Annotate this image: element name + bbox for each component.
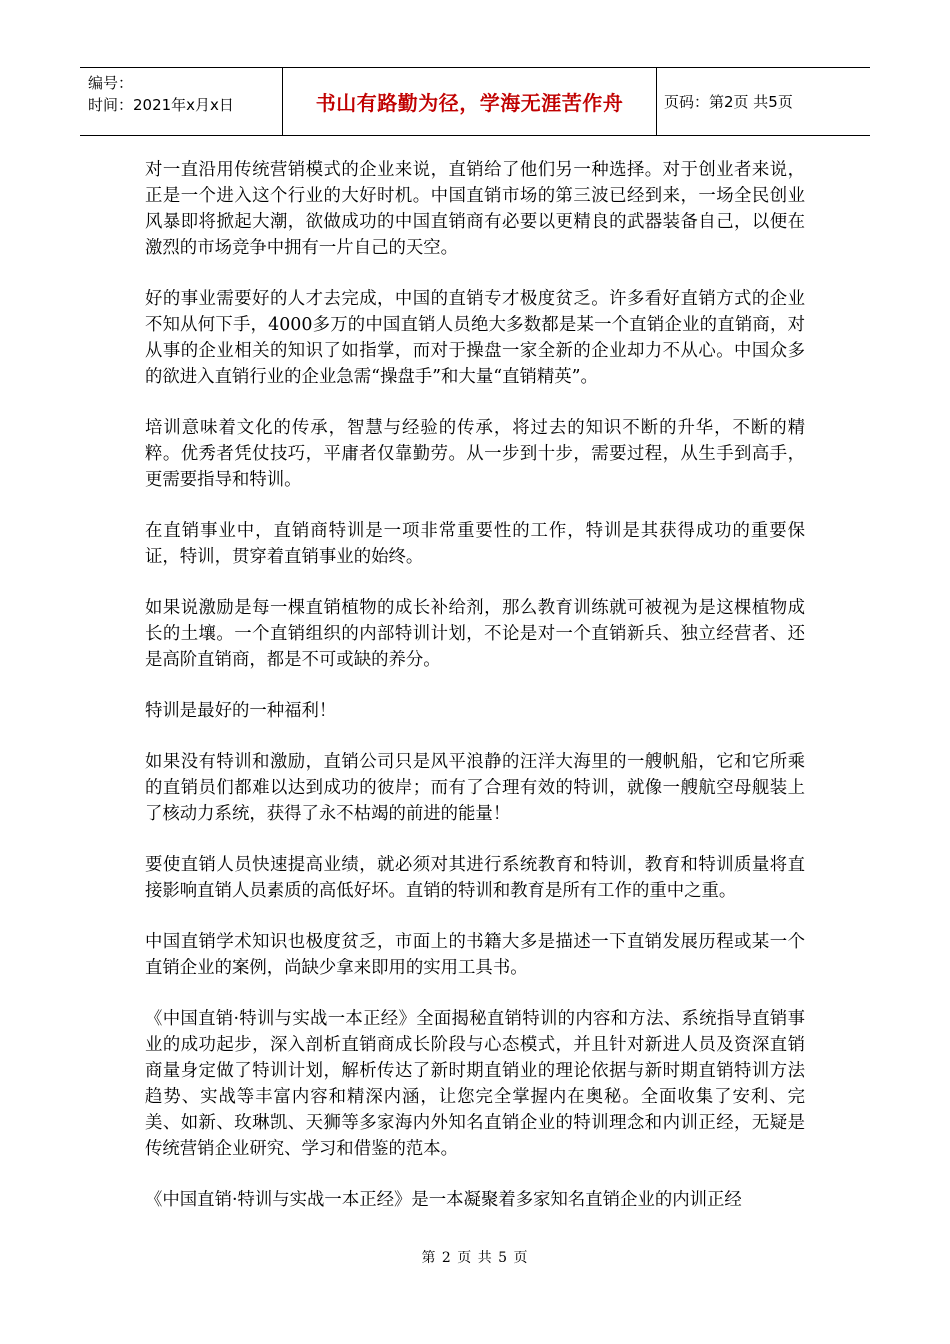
paragraph: 好的事业需要好的人才去完成，中国的直销专才极度贫乏。许多看好直销方式的企业不知从何下手，4000多万的中国直销人员绝大多数都是某一个直销企业的直销商，对从事的企业相关的知识了如指掌，而对于操盘一家全新的企业却力不从心。中国众多的欲进入直销行业的企业急需“操盘手”和大量“直销精英”。 [145,289,805,387]
document-body [145,157,805,1238]
paragraph: 要使直销人员快速提高业绩，就必须对其进行系统教育和特训，教育和特训质量将直接影响直销人员素质的高低好坏。直销的特训和教育是所有工作的重中之重。 [145,855,805,901]
paragraph: 特训是最好的一种福利！ [145,701,337,721]
paragraph: 对一直沿用传统营销模式的企业来说，直销给了他们另一种选择。对于创业者来说，正是一个进入这个行业的大好时机。中国直销市场的第三波已经到来，一场全民创业风暴即将掀起大潮，欲做成功的中国直销商有必要以更精良的武器装备自己，以便在激烈的市场竞争中拥有一片自己的天空。 [145,160,805,258]
paragraph: 培训意味着文化的传承，智慧与经验的传承，将过去的知识不断的升华，不断的精粹。优秀者凭仗技巧，平庸者仅靠勤劳。从一步到十步，需要过程，从生手到高手，更需要指导和特训。 [145,418,805,490]
paragraph: 《中国直销·特训与实战一本正经》全面揭秘直销特训的内容和方法、系统指导直销事业的成功起步，深入剖析直销商成长阶段与心态模式，并且针对新进人员及资深直销商量身定做了特训计划，解析传达了新时期直销业的理论依据与新时期直销特训方法趋势、实战等丰富内容和精深内涵，让您完全掌握内在奥秘。全面收集了安利、完美、如新、玫琳凯、天狮等多家海内外知名直销企业的特训理念和内训正经，无疑是传统营销企业研究、学习和借鉴的范本。 [145,1009,805,1159]
paragraph: 《中国直销·特训与实战一本正经》是一本凝聚着多家知名直销企业的内训正经 [145,1190,742,1210]
header-page-info: 页码：第2页 共5页 [664,93,793,111]
header-motto: 书山有路勤为径，学海无涯苦作舟 [283,68,657,135]
document-number-label: 编号： [88,74,134,92]
document-date: 时间：2021年x月x日 [88,96,234,114]
paragraph: 中国直销学术知识也极度贫乏，市面上的书籍大多是描述一下直销发展历程或某一个直销企业的案例，尚缺少拿来即用的实用工具书。 [145,932,805,978]
paragraph: 如果没有特训和激励，直销公司只是风平浪静的汪洋大海里的一艘帆船，它和它所乘的直销员们都难以达到成功的彼岸；而有了合理有效的特训，就像一艘航空母舰装上了核动力系统，获得了永不枯竭的前进的能量！ [145,752,805,824]
paragraph: 在直销事业中，直销商特训是一项非常重要性的工作，特训是其获得成功的重要保证，特训，贯穿着直销事业的始终。 [145,521,805,567]
page-header [80,67,870,136]
paragraph: 如果说激励是每一棵直销植物的成长补给剂，那么教育训练就可被视为是这棵植物成长的土壤。一个直销组织的内部特训计划，不论是对一个直销新兵、独立经营者、还是高阶直销商，都是不可或缺的养分。 [145,598,805,670]
header-meta [80,68,283,135]
page-footer: 第 2 页 共 5 页 [421,1250,529,1266]
